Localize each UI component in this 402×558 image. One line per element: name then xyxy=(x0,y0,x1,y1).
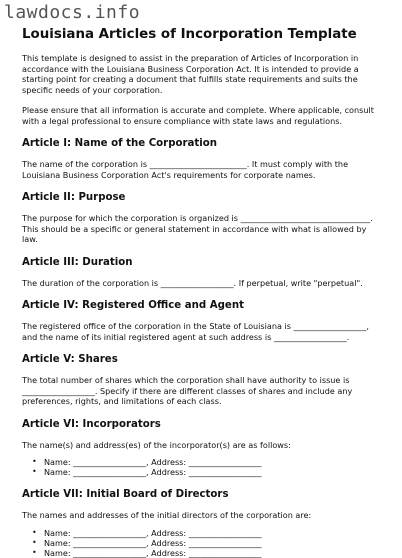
list-item xyxy=(32,537,384,548)
bullet-icon: • xyxy=(32,457,37,466)
list-item-text: Name: __________________, Address: __________________ xyxy=(44,527,262,538)
list-item-text: Name: __________________, Address: __________________ xyxy=(44,457,262,467)
article-6-heading: Article VI: Incorporators xyxy=(22,418,161,430)
list-item-text: Name: __________________, Address: __________________ xyxy=(44,537,262,548)
article-2-body: The purpose for which the corporation is organized is ________________________________. This should be a specific or general statement in accordance with what is allowed by law. xyxy=(22,213,373,244)
article-1-body: The name of the corporation is ________________________. It must comply with the Louisiana Business Corporation Act's requirements for corporate names. xyxy=(22,159,349,180)
article-6-body: The name(s) and address(es) of the incorporator(s) are as follows: xyxy=(22,439,291,450)
list-item xyxy=(32,457,384,467)
bullet-icon: • xyxy=(32,537,37,547)
article-5-heading: Article V: Shares xyxy=(22,354,118,365)
list-item xyxy=(32,467,384,477)
bullet-icon: • xyxy=(32,547,37,557)
article-7-heading: Article VII: Initial Board of Directors xyxy=(22,489,229,500)
article-4-body: The registered office of the corporation in the State of Louisiana is __________________, and the name of its initial registered agent at such address is __________________. xyxy=(22,321,369,342)
bullet-icon: • xyxy=(32,527,37,537)
article-3-body: The duration of the corporation is __________________. If perpetual, write "perpetual". xyxy=(22,277,363,288)
site-logo[interactable]: lawdocs.info xyxy=(4,2,141,23)
list-item xyxy=(32,527,384,538)
list-item-text: Name: __________________, Address: __________________ xyxy=(44,467,262,477)
list-item xyxy=(32,547,384,558)
bullet-icon: • xyxy=(32,467,37,476)
article-1-heading: Article I: Name of the Corporation xyxy=(22,138,218,149)
article-2-heading: Article II: Purpose xyxy=(22,192,126,203)
intro-paragraph-1: This template is designed to assist in the preparation of Articles of Incorporation in accordance with the Louisiana Business Corporation Act. It is intended to provide a starting point for creating a document that fulfills state requirements and suits the specific needs of your corporation. xyxy=(22,53,359,95)
directors-list xyxy=(22,528,384,558)
article-7-body: The names and addresses of the initial directors of the corporation are: xyxy=(22,510,312,520)
document-title: Louisiana Articles of Incorporation Template xyxy=(22,27,357,42)
list-item-text: Name: __________________, Address: __________________ xyxy=(44,547,262,558)
incorporators-list xyxy=(22,457,384,477)
document-content xyxy=(22,26,384,558)
article-5-body: The total number of shares which the corporation shall have authority to issue is __________________. Specify if there are different classes of shares and include any preferences, rights, and limitations of each class. xyxy=(22,375,353,406)
article-4-heading: Article IV: Registered Office and Agent xyxy=(22,300,244,311)
intro-paragraph-2: Please ensure that all information is accurate and complete. Where applicable, consult with a legal professional to ensure compliance with state laws and regulations. xyxy=(22,105,374,126)
article-3-heading: Article III: Duration xyxy=(22,256,133,268)
